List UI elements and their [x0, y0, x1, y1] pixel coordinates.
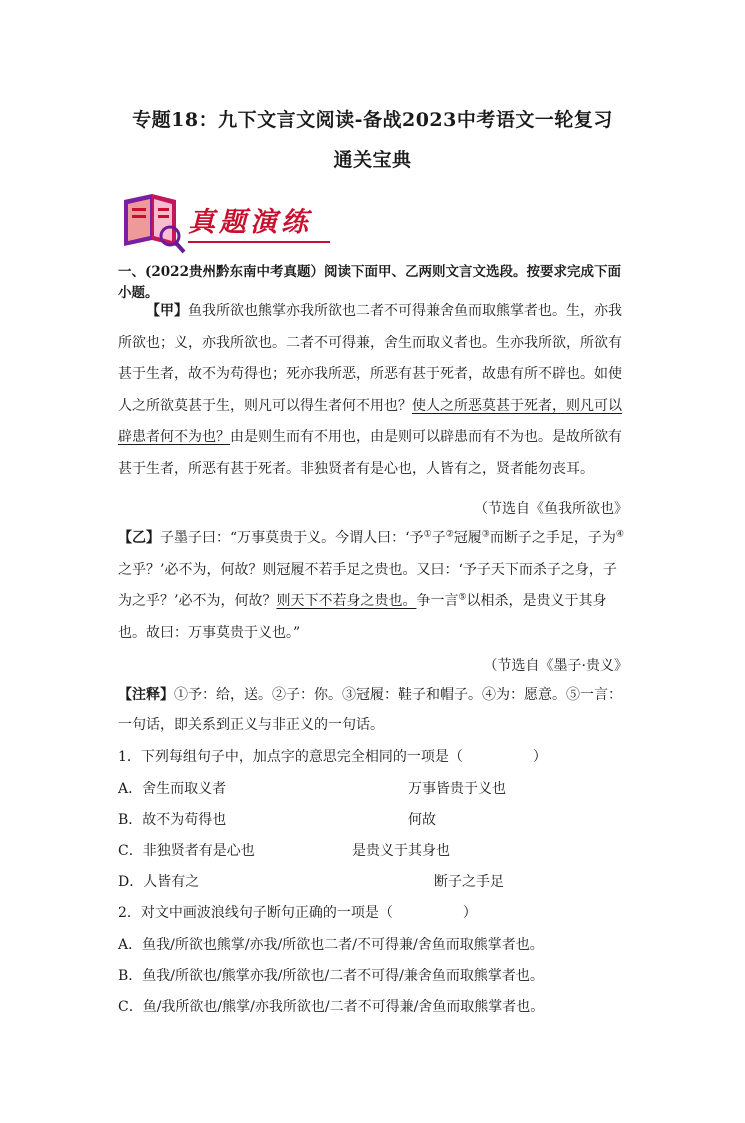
section-banner [118, 190, 338, 256]
q1-option-b-right: 何故 [408, 812, 436, 828]
passage-jia-text1: 鱼我所欲也熊掌亦我所欲也二者不可得兼舍鱼而取熊掌者也。生，亦我所欲也；义，亦我所欲也。二者不可得兼，舍生而取义者也。生亦我所欲，所欲有甚于生者，故不为苟得也；死亦我所恶，所恶有甚于死者，故患有所不辟也。如使人之所欲莫甚于生，则凡可以得生者何不用也？ [118, 303, 622, 414]
q1-option-d [118, 872, 638, 892]
q1-option-a-left: A．舍生而取义者 [118, 781, 227, 797]
q2-option-a: A．鱼我/所欲也熊掌/亦我/所欲也二者/不可得兼/舍鱼而取熊掌者也。 [118, 937, 544, 953]
q2-stem: 2．对文中画波浪线句子断句正确的一项是（ ） [118, 905, 477, 921]
banner-title: 真题演练 [188, 207, 312, 238]
doc-title-line1: 专题18：九下文言文阅读-备战2023中考语文一轮复习 [132, 109, 613, 131]
q1-stem: 1．下列每组句子中，加点字的意思完全相同的一项是（ ） [118, 749, 547, 765]
q1-option-a-right: 万事皆贵于义也 [408, 781, 506, 797]
section-heading: 一、(2022贵州黔东南中考真题）阅读下面甲、乙两则文言文选段。按要求完成下面小题。 [118, 264, 621, 301]
passage-jia-underlined: 使人之所恶莫甚于死者，则凡可以辟患者何不为也？ [118, 397, 622, 445]
note-ref-3: ③ [481, 529, 490, 540]
q2-option-c: C．鱼/我所欲也/熊掌/亦我所欲也/二者不可得兼/舍鱼而取熊掌者也。 [118, 999, 545, 1015]
q2-option-b: B．鱼我/所欲也/熊掌亦我/所欲也/二者不可得/兼舍鱼而取熊掌者也。 [118, 968, 544, 984]
passage-yi-text5: 之乎？’必不为，何故？则冠履不若手足之贵也。又曰：‘予子天下而杀子之身，子为之乎？’必不为，何故？ [118, 561, 617, 609]
banner-underline [188, 241, 330, 243]
passage-yi-label: 【乙】 [118, 530, 160, 546]
passage-yi-source: （节选自《墨子·贵义》 [483, 658, 628, 674]
passage-yi [118, 523, 628, 649]
q1-option-b-left: B．故不为苟得也 [118, 812, 227, 828]
passage-yi-text1: 子墨子曰：“万事莫贵于义。今谓人曰：‘予 [160, 530, 424, 546]
passage-yi-text2: 子 [431, 530, 446, 546]
note-ref-5: ⑤ [458, 592, 467, 603]
passage-yi-underlined: 则天下不若身之贵也。 [276, 593, 417, 609]
notes-text: ①予：给，送。②子：你。③冠履：鞋子和帽子。④为：愿意。⑤一言：一句话，即关系到正义与非正义的一句话。 [118, 687, 622, 733]
q1-option-c-right: 是贵义于其身也 [352, 843, 450, 859]
note-ref-2: ② [445, 529, 454, 540]
note-ref-4: ④ [615, 529, 624, 540]
passage-jia [118, 296, 628, 485]
passage-jia-source: （节选自《鱼我所欲也》 [474, 501, 628, 517]
q1-option-d-right: 断子之手足 [434, 874, 504, 890]
q1-option-a [118, 779, 638, 799]
notes-label: 【注释】 [118, 687, 174, 703]
notes [118, 680, 628, 740]
book-icon [118, 190, 188, 256]
passage-yi-text4: 而断子之手足，子为 [489, 530, 616, 546]
passage-yi-text7: 以相杀，是贵义于其身也。故曰：万事莫贵于义也。” [118, 593, 607, 641]
passage-yi-text3: 冠履 [453, 530, 482, 546]
passage-yi-text6: 争一言 [416, 593, 459, 609]
q1-option-d-left: D．人皆有之 [118, 874, 200, 890]
note-ref-1: ① [423, 529, 432, 540]
passage-jia-text2: 由是则生而有不用也，由是则可以辟患而有不为也。是故所欲有甚于生者，所恶有甚于死者。非独贤者有是心也，人皆有之，贤者能勿丧耳。 [118, 429, 622, 477]
q1-option-b [118, 810, 638, 830]
passage-jia-label: 【甲】 [146, 303, 188, 319]
doc-title-line2: 通关宝典 [333, 149, 412, 171]
q1-option-c-left: C．非独贤者有是心也 [118, 843, 255, 859]
q1-option-c [118, 841, 638, 861]
